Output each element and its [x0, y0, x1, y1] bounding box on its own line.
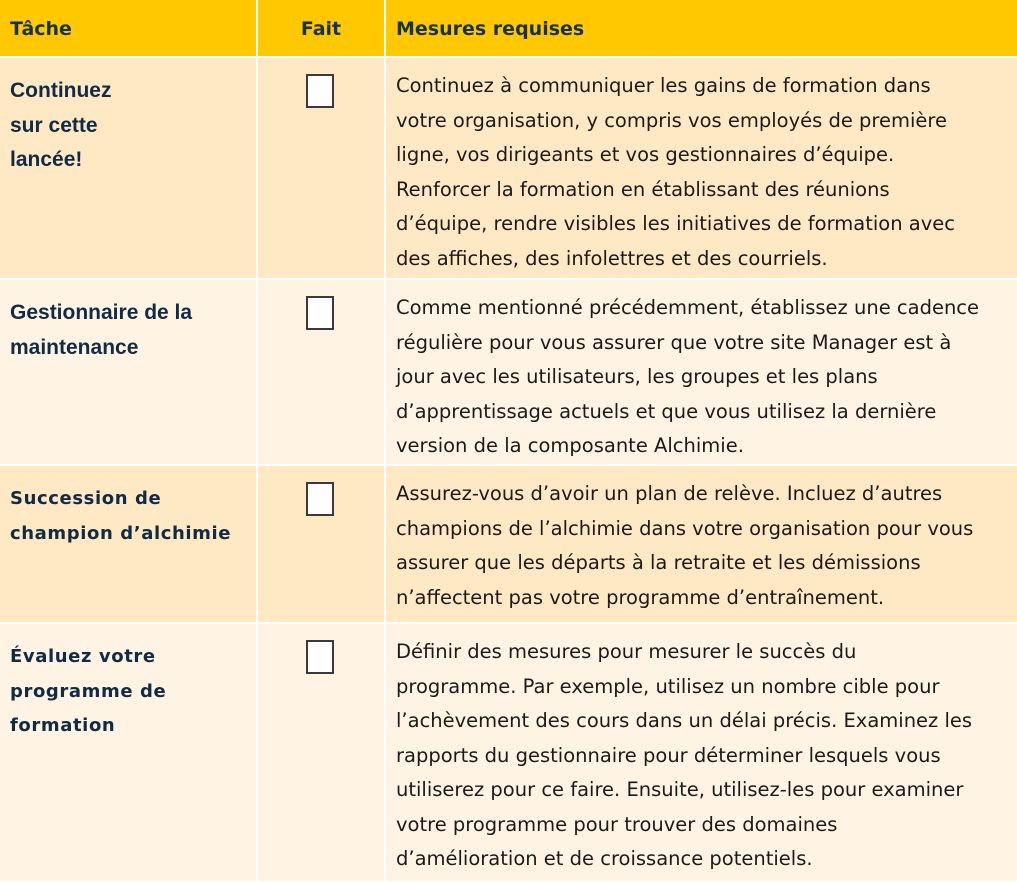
header-task: Tâche: [0, 0, 258, 56]
actions-text: [396, 624, 1017, 877]
actions-text: [396, 466, 1017, 615]
task-title: [10, 280, 256, 365]
done-cell: [258, 624, 386, 881]
task-title: [10, 466, 256, 551]
actions-line: des affiches, des infolettres et des courriels.: [396, 246, 828, 270]
done-checkbox[interactable]: [306, 74, 334, 108]
actions-cell: [386, 466, 1017, 622]
actions-line: Comme mentionné précédemment, établissez une cadence: [396, 296, 980, 319]
task-cell: [0, 58, 258, 278]
task-title-line: champion d’alchimie: [10, 522, 232, 544]
task-title-line: Succession de: [10, 488, 162, 509]
done-cell: [258, 466, 386, 622]
header-actions: Mesures requises: [396, 18, 585, 40]
actions-line: Assurez-vous d’avoir un plan de relève. Incluez d’autres: [396, 482, 943, 505]
task-title: [10, 624, 256, 744]
task-title-line: formation: [10, 715, 116, 736]
actions-line: Renforcer la formation en établissant des réunions: [396, 177, 890, 201]
actions-line: d’équipe, rendre visibles les initiatives de formation avec: [396, 212, 955, 235]
actions-line: programme. Par exemple, utilisez un nombre cible pour: [396, 674, 940, 698]
actions-line: Continuez à communiquer les gains de formation dans: [396, 74, 931, 97]
task-title-line: sur cette: [10, 113, 98, 137]
actions-line: jour avec les utilisateurs, les groupes et les plans: [396, 365, 878, 388]
task-cell: [0, 280, 258, 464]
actions-cell: [386, 58, 1017, 278]
task-cell: [0, 466, 258, 622]
actions-cell: [386, 280, 1017, 464]
table-header-row: [0, 0, 1017, 58]
task-title-line: Évaluez votre: [10, 646, 156, 667]
done-checkbox[interactable]: [306, 482, 334, 516]
actions-line: votre programme pour trouver des domaines: [396, 812, 838, 836]
actions-cell: [386, 624, 1017, 881]
task-cell: [0, 624, 258, 881]
table-row: [0, 624, 1017, 881]
task-title-line: maintenance: [10, 335, 139, 359]
actions-line: l’achèvement des cours dans un délai précis. Examinez les: [396, 709, 973, 732]
task-title: [10, 58, 256, 178]
actions-line: Définir des mesures pour mesurer le succès du: [396, 640, 857, 663]
table-row: [0, 466, 1017, 624]
done-cell: [258, 58, 386, 278]
actions-line: utiliserez pour ce faire. Ensuite, utilisez-les pour examiner: [396, 778, 964, 801]
actions-line: ligne, vos dirigeants et vos gestionnaires d’équipe.: [396, 143, 895, 166]
header-done: Fait: [258, 0, 386, 56]
actions-text: [396, 280, 1017, 464]
actions-line: n’affectent pas votre programme d’entraînement.: [396, 585, 885, 609]
actions-text: [396, 58, 1017, 276]
done-cell: [258, 280, 386, 464]
actions-line: d’apprentissage actuels et que vous utilisez la dernière: [396, 399, 937, 423]
actions-line: champions de l’alchimie dans votre organisation pour vous: [396, 516, 974, 540]
actions-line: rapports du gestionnaire pour déterminer lesquels vous: [396, 743, 941, 767]
done-checkbox[interactable]: [306, 640, 334, 674]
actions-line: d’amélioration et de croissance potentiels.: [396, 847, 813, 870]
task-title-line: programme de: [10, 680, 167, 702]
actions-line: assurer que les départs à la retraite et les démissions: [396, 551, 921, 574]
task-title-line: Gestionnaire de la: [10, 301, 193, 324]
actions-line: votre organisation, y compris vos employés de première: [396, 108, 947, 132]
task-title-line: Continuez: [10, 79, 112, 102]
task-title-line: lancée!: [10, 148, 83, 171]
done-checkbox[interactable]: [306, 296, 334, 330]
table-row: [0, 58, 1017, 280]
actions-line: version de la composante Alchimie.: [396, 434, 744, 457]
actions-line: régulière pour vous assurer que votre site Manager est à: [396, 330, 952, 354]
table-row: [0, 280, 1017, 466]
